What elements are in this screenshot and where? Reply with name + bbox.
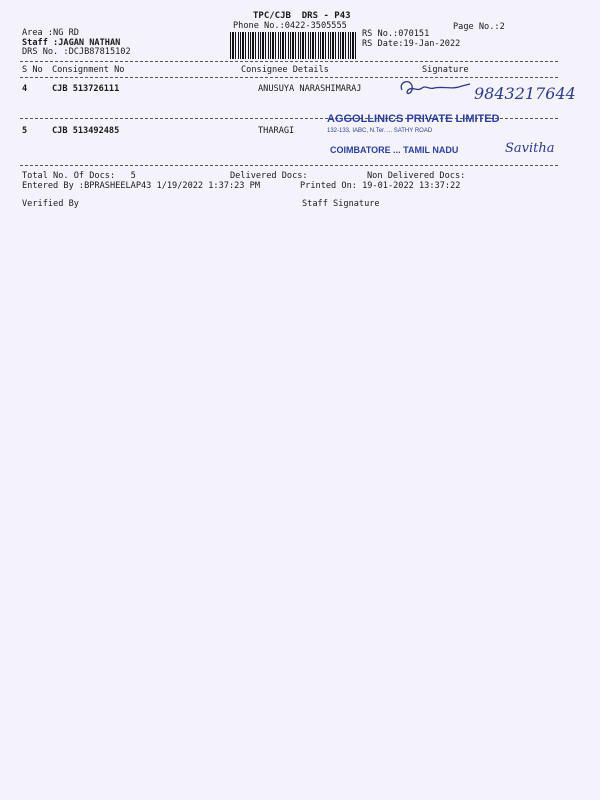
company-stamp-address: 132-133, IABC, N.Ter. ... SATHY ROAD — [327, 128, 433, 134]
drs-number: DRS No. :DCJB87815102 — [22, 47, 131, 57]
row-sno: 5 — [22, 126, 28, 136]
verified-by: Verified By — [22, 199, 79, 209]
row-consignment-no: CJB 513492485 — [52, 126, 120, 136]
area-label: Area :NG RD — [22, 28, 79, 38]
staff-name: Staff :JAGAN NATHAN — [22, 38, 121, 48]
column-consignment: Consignment No — [52, 65, 125, 75]
document-title: TPC/CJB DRS - P43 — [253, 11, 351, 21]
delivered-docs: Delivered Docs: — [230, 171, 308, 181]
non-delivered-docs: Non Delivered Docs: — [367, 171, 466, 181]
handwritten-phone: 9843217644 — [474, 84, 576, 103]
handwritten-signature: Savitha — [505, 141, 555, 156]
row-sno: 4 — [22, 84, 28, 94]
column-signature: Signature — [422, 65, 469, 75]
company-stamp-name: AGGOLLINICS PRIVATE LIMITED — [327, 113, 500, 125]
column-consignee: Consignee Details — [241, 65, 329, 75]
page-number: Page No.:2 — [453, 22, 505, 32]
rs-date: RS Date:19-Jan-2022 — [362, 39, 461, 49]
row-consignee: ANUSUYA NARASHIMARAJ — [258, 84, 362, 94]
staff-signature: Staff Signature — [302, 199, 380, 209]
column-sno: S No — [22, 65, 43, 75]
barcode — [230, 32, 358, 59]
company-stamp-city: COIMBATORE ... TAMIL NADU — [330, 145, 459, 155]
row-consignee: THARAGI — [258, 126, 295, 136]
divider — [20, 61, 558, 62]
printed-on: Printed On: 19-01-2022 13:37:22 — [300, 181, 461, 191]
phone-number: Phone No.:0422-3505555 — [233, 21, 347, 31]
entered-by: Entered By :BPRASHEELAP43 1/19/2022 1:37:23 PM — [22, 181, 260, 191]
row-consignment-no: CJB 513726111 — [52, 84, 120, 94]
total-docs: Total No. Of Docs: 5 — [22, 171, 136, 181]
divider — [20, 165, 558, 166]
signature-scribble — [396, 76, 476, 102]
divider — [20, 77, 558, 78]
rs-number: RS No.:070151 — [362, 29, 430, 39]
